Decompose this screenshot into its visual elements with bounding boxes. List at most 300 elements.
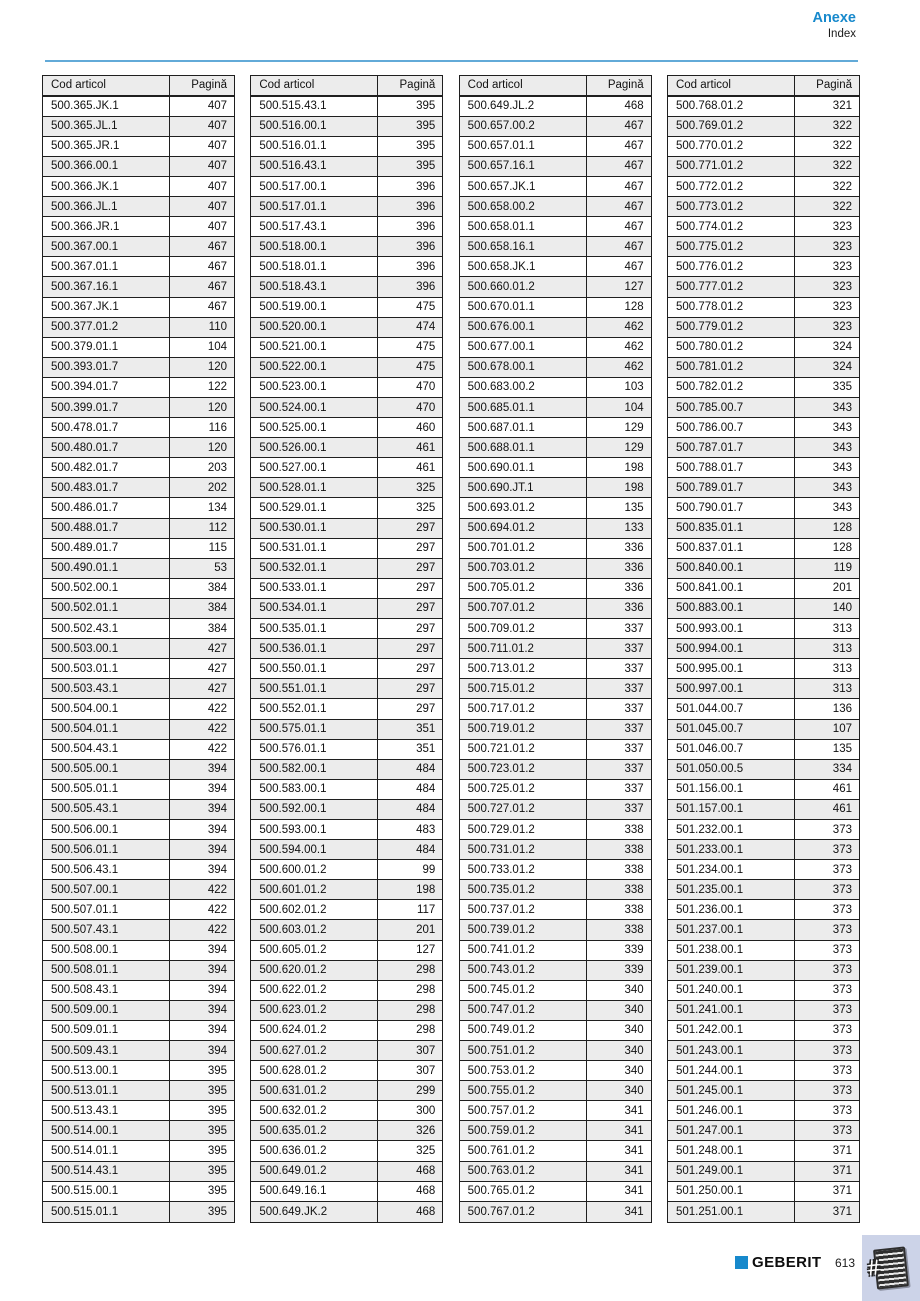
article-code: 500.514.00.1 — [51, 1124, 119, 1137]
table-row — [43, 498, 234, 518]
article-code: 500.482.01.7 — [51, 461, 119, 474]
article-code: 500.778.01.2 — [675, 301, 744, 314]
table-row — [43, 237, 234, 257]
article-code: 500.480.01.7 — [51, 441, 119, 454]
page-ref: 460 — [377, 418, 442, 437]
table-row — [460, 358, 651, 378]
page-ref: 422 — [169, 720, 234, 739]
table-header-row — [668, 76, 859, 97]
article-code: 500.790.01.7 — [675, 502, 744, 515]
page-subtitle: Index — [827, 28, 856, 40]
article-code: 500.583.00.1 — [259, 783, 327, 796]
page-ref: 297 — [377, 679, 442, 698]
table-row — [668, 358, 859, 378]
page-ref: 338 — [586, 880, 651, 899]
page-ref: 394 — [169, 800, 234, 819]
article-code: 500.520.00.1 — [259, 321, 327, 334]
page-ref: 373 — [794, 1081, 859, 1100]
table-row — [251, 257, 442, 277]
article-code: 500.506.00.1 — [51, 823, 119, 836]
article-code: 500.529.01.1 — [259, 502, 327, 515]
table-row — [460, 639, 651, 659]
article-code: 501.238.00.1 — [675, 944, 744, 957]
page-ref: 297 — [377, 599, 442, 618]
page-ref: 119 — [794, 559, 859, 578]
page-ref: 99 — [377, 860, 442, 879]
page-ref: 461 — [794, 800, 859, 819]
article-code: 500.774.01.2 — [675, 220, 744, 233]
article-code: 500.785.00.7 — [675, 401, 744, 414]
article-code: 500.649.JK.2 — [259, 1205, 328, 1218]
table-row — [251, 619, 442, 639]
index-thumb-tab — [862, 1235, 920, 1301]
article-code: 500.505.43.1 — [51, 803, 119, 816]
table-row — [460, 1101, 651, 1121]
page-ref: 337 — [586, 780, 651, 799]
table-row — [43, 298, 234, 318]
article-code: 500.731.01.2 — [467, 843, 535, 856]
table-row — [43, 659, 234, 679]
table-row — [668, 298, 859, 318]
article-code: 500.483.01.7 — [51, 481, 119, 494]
table-row — [43, 539, 234, 559]
page-ref: 422 — [169, 900, 234, 919]
page-ref: 422 — [169, 920, 234, 939]
article-code: 500.789.01.7 — [675, 481, 744, 494]
page-ref: 129 — [586, 418, 651, 437]
table-row — [251, 338, 442, 358]
article-code: 500.517.43.1 — [259, 220, 327, 233]
article-code: 500.676.00.1 — [467, 321, 535, 334]
table-row — [460, 860, 651, 880]
article-code: 500.593.00.1 — [259, 823, 327, 836]
article-code: 500.365.JK.1 — [51, 100, 119, 113]
geberit-logo-text: GEBERIT — [752, 1254, 822, 1271]
page-ref: 338 — [586, 920, 651, 939]
article-code: 500.737.01.2 — [467, 903, 535, 916]
table-row — [43, 338, 234, 358]
article-code: 500.743.01.2 — [467, 964, 535, 977]
table-row — [460, 720, 651, 740]
article-code: 501.236.00.1 — [675, 903, 744, 916]
article-code: 501.044.00.7 — [675, 702, 744, 715]
table-row — [251, 720, 442, 740]
article-code: 501.244.00.1 — [675, 1064, 744, 1077]
page-ref: 340 — [586, 1021, 651, 1040]
article-code: 500.703.01.2 — [467, 562, 535, 575]
table-row — [668, 840, 859, 860]
table-row — [43, 478, 234, 498]
page-ref: 407 — [169, 137, 234, 156]
article-code: 500.883.00.1 — [675, 602, 744, 615]
page-ref: 427 — [169, 679, 234, 698]
table-row — [460, 981, 651, 1001]
article-code: 500.715.01.2 — [467, 682, 535, 695]
article-code: 500.735.01.2 — [467, 883, 535, 896]
table-row — [251, 780, 442, 800]
article-code: 500.632.01.2 — [259, 1104, 327, 1117]
table-row — [251, 559, 442, 579]
page-ref: 373 — [794, 900, 859, 919]
page-ref: 336 — [586, 539, 651, 558]
article-code: 500.723.01.2 — [467, 763, 535, 776]
page-ref: 462 — [586, 358, 651, 377]
table-row — [460, 539, 651, 559]
article-code: 500.365.JL.1 — [51, 120, 118, 133]
page-ref: 467 — [169, 298, 234, 317]
page-ref: 336 — [586, 559, 651, 578]
table-row — [460, 1121, 651, 1141]
page-footer — [0, 1235, 920, 1301]
article-code: 500.658.01.1 — [467, 220, 535, 233]
table-row — [43, 1041, 234, 1061]
table-row — [668, 1101, 859, 1121]
page-ref: 427 — [169, 639, 234, 658]
table-row — [460, 760, 651, 780]
table-row — [251, 760, 442, 780]
table-header-row — [43, 76, 234, 97]
column-header-page: Pagină — [586, 76, 651, 95]
table-row — [668, 1021, 859, 1041]
article-code: 500.366.JK.1 — [51, 180, 119, 193]
article-code: 500.515.01.1 — [51, 1205, 119, 1218]
article-code: 500.517.01.1 — [259, 200, 327, 213]
table-row — [668, 880, 859, 900]
table-row — [460, 559, 651, 579]
article-code: 500.767.01.2 — [467, 1205, 535, 1218]
table-row — [668, 398, 859, 418]
table-row — [251, 498, 442, 518]
page-ref: 337 — [586, 659, 651, 678]
table-row — [251, 478, 442, 498]
page-ref: 470 — [377, 398, 442, 417]
table-row — [460, 1041, 651, 1061]
page-ref: 484 — [377, 840, 442, 859]
table-row — [460, 679, 651, 699]
table-row — [43, 117, 234, 137]
table-row — [460, 237, 651, 257]
article-code: 500.535.01.1 — [259, 622, 327, 635]
table-row — [43, 1081, 234, 1101]
table-row — [43, 559, 234, 579]
article-code: 500.658.00.2 — [467, 200, 535, 213]
article-code: 501.046.00.7 — [675, 743, 744, 756]
page-ref: 395 — [169, 1061, 234, 1080]
article-code: 500.649.16.1 — [259, 1185, 327, 1198]
table-row — [668, 579, 859, 599]
article-code: 500.649.01.2 — [259, 1165, 327, 1178]
page-ref: 395 — [377, 137, 442, 156]
table-row — [43, 458, 234, 478]
table-row — [251, 1101, 442, 1121]
page-ref: 203 — [169, 458, 234, 477]
page-ref: 343 — [794, 498, 859, 517]
page-ref: 104 — [586, 398, 651, 417]
page-ref: 337 — [586, 679, 651, 698]
article-code: 500.620.01.2 — [259, 964, 327, 977]
article-code: 500.657.00.2 — [467, 120, 535, 133]
article-code: 500.367.JK.1 — [51, 301, 119, 314]
article-code: 500.690.01.1 — [467, 461, 535, 474]
table-row — [251, 599, 442, 619]
article-code: 500.683.00.2 — [467, 381, 535, 394]
page-ref: 338 — [586, 840, 651, 859]
table-row — [460, 197, 651, 217]
table-row — [251, 639, 442, 659]
article-code: 500.576.01.1 — [259, 743, 327, 756]
page-ref: 300 — [377, 1101, 442, 1120]
article-code: 500.749.01.2 — [467, 1024, 535, 1037]
page-ref: 297 — [377, 699, 442, 718]
table-row — [668, 177, 859, 197]
page-ref: 395 — [377, 97, 442, 116]
table-row — [460, 257, 651, 277]
article-code: 500.377.01.2 — [51, 321, 119, 334]
table-row — [668, 699, 859, 719]
article-code: 500.635.01.2 — [259, 1124, 327, 1137]
article-code: 500.506.43.1 — [51, 863, 119, 876]
table-row — [668, 559, 859, 579]
page-ref: 341 — [586, 1141, 651, 1160]
table-row — [251, 579, 442, 599]
page-ref: 396 — [377, 217, 442, 236]
page-ref: 298 — [377, 1001, 442, 1020]
page-ref: 407 — [169, 157, 234, 176]
table-row — [460, 298, 651, 318]
article-code: 500.770.01.2 — [675, 140, 744, 153]
table-row — [668, 1041, 859, 1061]
table-row — [43, 97, 234, 117]
table-row — [668, 519, 859, 539]
table-row — [460, 318, 651, 338]
table-row — [460, 519, 651, 539]
article-code: 500.711.01.2 — [467, 642, 534, 655]
page-ref: 394 — [169, 840, 234, 859]
article-code: 500.394.01.7 — [51, 381, 119, 394]
article-code: 500.550.01.1 — [259, 662, 327, 675]
article-code: 500.788.01.7 — [675, 461, 744, 474]
table-row — [251, 740, 442, 760]
table-row — [460, 840, 651, 860]
table-row — [668, 1141, 859, 1161]
table-row — [251, 1001, 442, 1021]
article-code: 500.514.43.1 — [51, 1165, 119, 1178]
article-code: 500.527.00.1 — [259, 461, 327, 474]
page-ref: 198 — [586, 458, 651, 477]
page-ref: 134 — [169, 498, 234, 517]
page-ref: 340 — [586, 981, 651, 1000]
table-row — [460, 157, 651, 177]
page-ref: 325 — [377, 1141, 442, 1160]
article-code: 500.575.01.1 — [259, 723, 327, 736]
page-ref: 335 — [794, 378, 859, 397]
page-ref: 373 — [794, 820, 859, 839]
table-row — [251, 880, 442, 900]
table-row — [251, 398, 442, 418]
article-code: 500.517.00.1 — [259, 180, 327, 193]
table-row — [668, 1121, 859, 1141]
table-row — [668, 639, 859, 659]
table-row — [460, 1141, 651, 1161]
table-row — [251, 1081, 442, 1101]
page-ref: 384 — [169, 599, 234, 618]
table-row — [251, 378, 442, 398]
article-code: 500.627.01.2 — [259, 1044, 327, 1057]
page-ref: 371 — [794, 1141, 859, 1160]
page-ref: 373 — [794, 920, 859, 939]
table-row — [668, 920, 859, 940]
article-code: 500.534.01.1 — [259, 602, 327, 615]
index-table — [667, 75, 860, 1223]
article-code: 500.747.01.2 — [467, 1004, 535, 1017]
table-row — [251, 519, 442, 539]
article-code: 500.503.00.1 — [51, 642, 119, 655]
table-row — [460, 780, 651, 800]
page-ref: 337 — [586, 800, 651, 819]
table-row — [43, 800, 234, 820]
page-ref: 117 — [377, 900, 442, 919]
page-ref: 338 — [586, 900, 651, 919]
page-ref: 297 — [377, 639, 442, 658]
table-row — [251, 659, 442, 679]
article-code: 500.601.01.2 — [259, 883, 327, 896]
table-row — [251, 438, 442, 458]
article-code: 500.513.43.1 — [51, 1104, 119, 1117]
article-code: 501.233.00.1 — [675, 843, 744, 856]
page-ref: 323 — [794, 237, 859, 256]
table-row — [668, 438, 859, 458]
page-ref: 297 — [377, 539, 442, 558]
page-ref: 467 — [586, 237, 651, 256]
article-code: 500.725.01.2 — [467, 783, 535, 796]
table-row — [251, 1202, 442, 1222]
page-ref: 112 — [169, 519, 234, 538]
page-ref: 484 — [377, 800, 442, 819]
table-row — [43, 1162, 234, 1182]
page-ref: 394 — [169, 1021, 234, 1040]
table-row — [43, 760, 234, 780]
article-code: 500.525.00.1 — [259, 421, 327, 434]
page-ref: 136 — [794, 699, 859, 718]
article-code: 500.513.00.1 — [51, 1064, 119, 1077]
table-row — [43, 358, 234, 378]
table-row — [43, 820, 234, 840]
table-row — [668, 97, 859, 117]
geberit-logo-square-icon — [735, 1256, 748, 1269]
page-ref: 462 — [586, 338, 651, 357]
geberit-logo — [735, 1254, 821, 1271]
article-code: 500.594.00.1 — [259, 843, 327, 856]
page-ref: 394 — [169, 1001, 234, 1020]
table-row — [460, 398, 651, 418]
article-code: 500.690.JT.1 — [467, 481, 534, 494]
page-ref: 396 — [377, 257, 442, 276]
article-code: 500.753.01.2 — [467, 1064, 535, 1077]
table-row — [668, 418, 859, 438]
table-row — [251, 961, 442, 981]
article-code: 500.678.00.1 — [467, 361, 535, 374]
page-ref: 297 — [377, 559, 442, 578]
page-ref: 373 — [794, 880, 859, 899]
table-row — [460, 579, 651, 599]
page-ref: 53 — [169, 559, 234, 578]
page-ref: 461 — [377, 458, 442, 477]
page-ref: 467 — [586, 217, 651, 236]
article-code: 500.701.01.2 — [467, 542, 535, 555]
table-row — [668, 539, 859, 559]
page-ref: 323 — [794, 257, 859, 276]
page-ref: 324 — [794, 338, 859, 357]
table-row — [251, 1141, 442, 1161]
table-row — [251, 358, 442, 378]
article-code: 500.600.01.2 — [259, 863, 327, 876]
page-ref: 422 — [169, 699, 234, 718]
article-code: 500.782.01.2 — [675, 381, 744, 394]
page-ref: 336 — [586, 599, 651, 618]
article-code: 500.660.01.2 — [467, 280, 535, 293]
page-header — [812, 10, 856, 41]
article-code: 500.670.01.1 — [467, 301, 535, 314]
table-row — [43, 1021, 234, 1041]
page-ref: 323 — [794, 298, 859, 317]
table-row — [460, 880, 651, 900]
page-ref: 407 — [169, 117, 234, 136]
article-code: 501.251.00.1 — [675, 1205, 744, 1218]
article-code: 500.367.16.1 — [51, 280, 119, 293]
article-code: 500.602.01.2 — [259, 903, 327, 916]
article-code: 501.248.00.1 — [675, 1145, 744, 1158]
table-row — [251, 1162, 442, 1182]
article-code: 500.707.01.2 — [467, 602, 535, 615]
article-code: 500.399.01.7 — [51, 401, 119, 414]
article-code: 501.045.00.7 — [675, 723, 744, 736]
article-code: 500.769.01.2 — [675, 120, 744, 133]
table-header-row — [251, 76, 442, 97]
table-row — [43, 1061, 234, 1081]
article-code: 500.841.00.1 — [675, 582, 744, 595]
article-code: 500.657.16.1 — [467, 160, 535, 173]
article-code: 500.592.00.1 — [259, 803, 327, 816]
page-ref: 313 — [794, 619, 859, 638]
article-code: 500.507.43.1 — [51, 923, 119, 936]
page-ref: 110 — [169, 318, 234, 337]
table-row — [43, 519, 234, 539]
table-row — [668, 619, 859, 639]
article-code: 500.658.JK.1 — [467, 260, 536, 273]
page-ref: 373 — [794, 941, 859, 960]
page-ref: 323 — [794, 217, 859, 236]
article-code: 501.157.00.1 — [675, 803, 744, 816]
table-row — [251, 137, 442, 157]
page-ref: 396 — [377, 197, 442, 216]
article-code: 501.237.00.1 — [675, 923, 744, 936]
table-row — [251, 318, 442, 338]
page-ref: 474 — [377, 318, 442, 337]
table-row — [460, 699, 651, 719]
page-ref: 120 — [169, 358, 234, 377]
page-ref: 467 — [586, 197, 651, 216]
page-ref: 340 — [586, 1001, 651, 1020]
article-code: 500.721.01.2 — [467, 743, 535, 756]
article-code: 500.840.00.1 — [675, 562, 744, 575]
article-code: 500.993.00.1 — [675, 622, 744, 635]
column-header-page: Pagină — [377, 76, 442, 95]
page-ref: 120 — [169, 398, 234, 417]
page-ref: 313 — [794, 639, 859, 658]
page-ref: 395 — [169, 1101, 234, 1120]
page-ref: 395 — [377, 157, 442, 176]
table-row — [460, 1162, 651, 1182]
